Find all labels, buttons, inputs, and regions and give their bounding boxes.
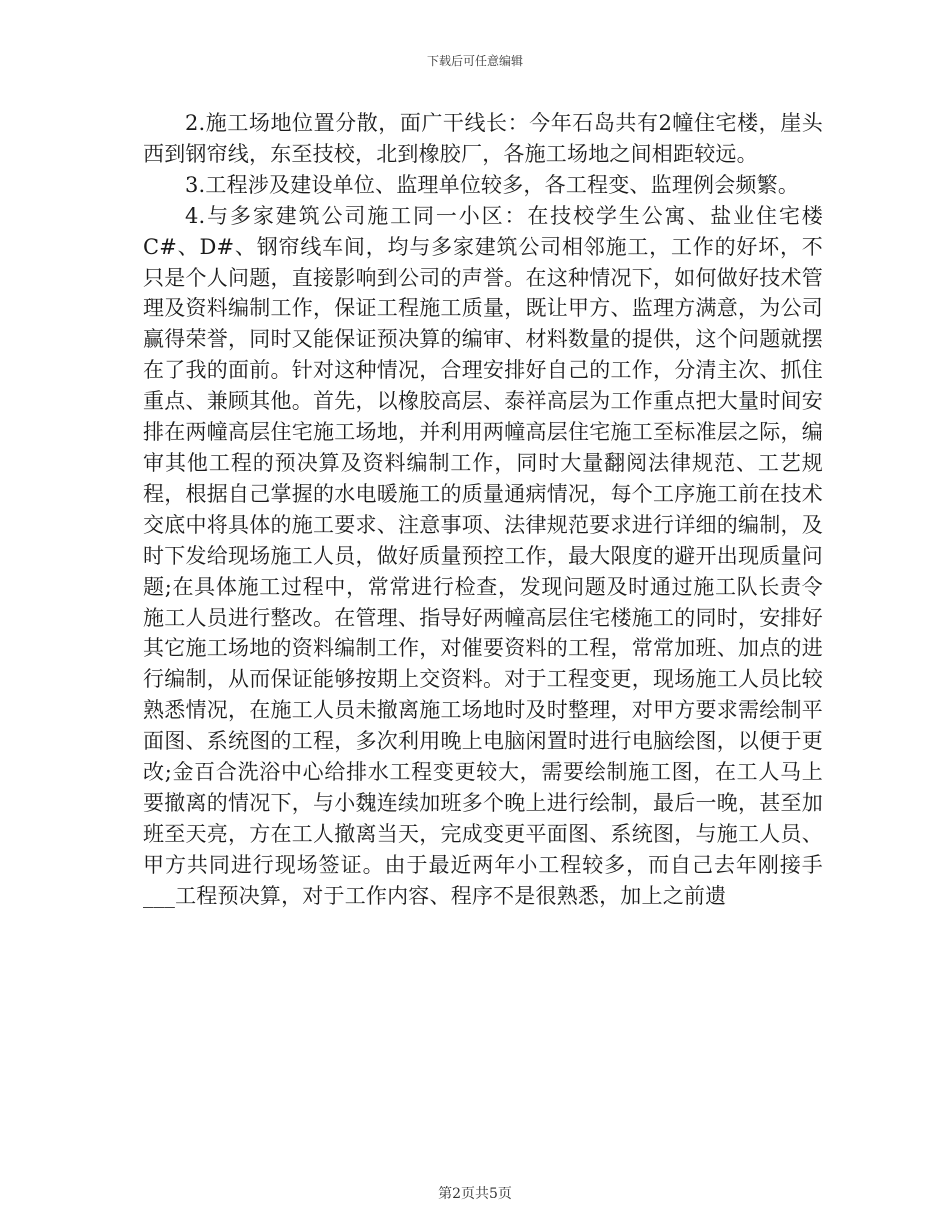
paragraph-item-4: 4.与多家建筑公司施工同一小区：在技校学生公寓、盐业住宅楼C#、D#、钢帘线车间，均与多家建筑公司相邻施工，工作的好坏，不只是个人问题，直接影响到公司的声誉。在这种情况下，如何做好技术管理及资料编制工作，保证工程施工质量，既让甲方、监理方满意，为公司赢得荣誉，同时又能保证预决算的编审、材料数量的提供，这个问题就摆在了我的面前。针对这种情况，合理安排好自己的工作，分清主次、抓住重点、兼顾其他。首先，以橡胶高层、泰祥高层为工作重点把大量时间安排在两幢高层住宅施工场地，并利用两幢高层住宅施工至标准层之际，编审其他工程的预决算及资料编制工作，同时大量翻阅法律规范、工艺规程，根据自己掌握的水电暖施工的质量通病情况，每个工序施工前在技术交底中将具体的施工要求、注意事项、法律规范要求进行详细的编制，及时下发给现场施工人员，做好质量预控工作，最大限度的避开出现质量问题;在具体施工过程中，常常进行检查，发现问题及时通过施工队长责令施工人员进行整改。在管理、指导好两幢高层住宅楼施工的同时，安排好其它施工场地的资料编制工作，对催要资料的工程，常常加班、加点的进行编制，从而保证能够按期上交资料。对于工程变更，现场施工人员比较熟悉情况，在施工人员未撤离施工场地时及时整理，对甲方要求需绘制平面图、系统图的工程，多次利用晚上电脑闲置时进行电脑绘图，以便于更改;金百合洗浴中心给排水工程变更较大，需要绘制施工图，在工人马上要撤离的情况下，与小魏连续加班多个晚上进行绘制，最后一晚，甚至加班至天亮，方在工人撤离当天，完成变更平面图、系统图，与施工人员、甲方共同进行现场签证。由于最近两年小工程较多，而自己去年刚接手___工程预决算，对于工作内容、程序不是很熟悉，加上之前遗 (143, 203, 823, 908)
page-header: 下载后可任意编辑 (426, 54, 523, 68)
document-body (143, 108, 823, 912)
page-number: 第2页共5页 (438, 1186, 512, 1202)
paragraph-item-2: 2.施工场地位置分散，面广干线长：今年石岛共有2幢住宅楼，崖头西到钢帘线，东至技校，北到橡胶厂，各施工场地之间相距较远。 (143, 111, 823, 166)
paragraph-item-3: 3.工程涉及建设单位、监理单位较多，各工程变、监理例会频繁。 (185, 172, 800, 197)
